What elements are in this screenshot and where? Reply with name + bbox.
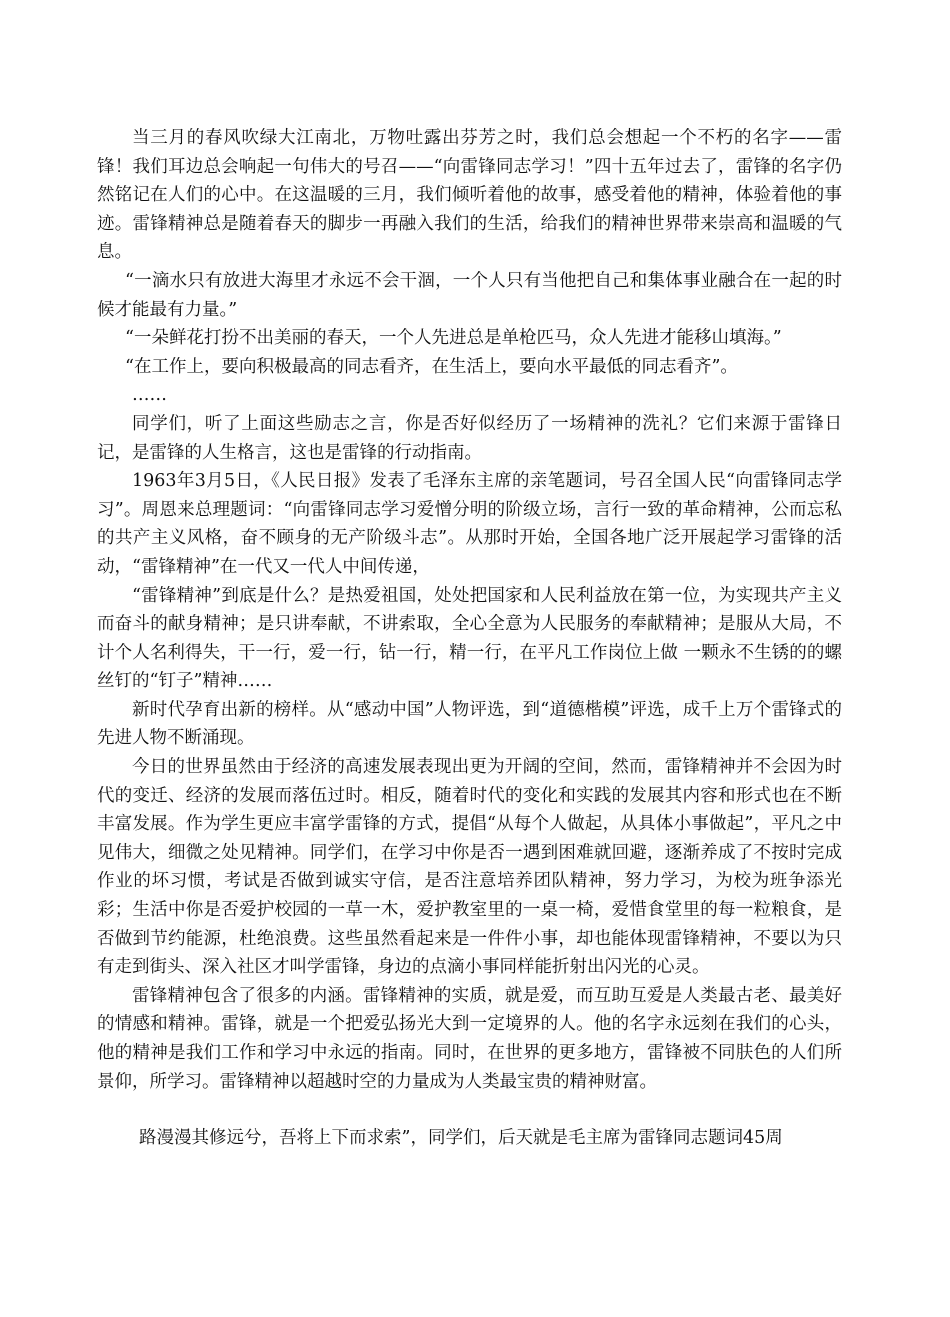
- paragraph-1963-inscription: 1963年3月5日，《人民日报》发表了毛泽东主席的亲笔题词，号召全国人民“向雷锋同志学习”。周恩来总理题词：“向雷锋同志学习爱憎分明的阶级立场，言行一致的革命精神，公而忘私的共产主义风格，奋不顾身的无产阶级斗志”。从那时开始，全国各地广泛开展起学习雷锋的活动，“雷锋精神”在一代又一代人中间传递，: [97, 471, 842, 577]
- paragraph-closing: 路漫漫其修远兮，吾将上下而求索”，同学们，后天就是毛主席为雷锋同志题词45周: [139, 1128, 783, 1149]
- paragraph-diary-source: 同学们，听了上面这些励志之言，你是否好似经历了一场精神的洗礼？它们来源于雷锋日记，是雷锋的人生格言，这也是雷锋的行动指南。: [97, 413, 842, 463]
- paragraph-todays-world: 今日的世界虽然由于经济的高速发展表现出更为开阔的空间，然而，雷锋精神并不会因为时代的变迁、经济的发展而落伍过时。相反，随着时代的变化和实践的发展其内容和形式也在不断丰富发展。作为学生更应丰富学雷锋的方式，提倡“从每个人做起，从具体小事做起”，平凡之中见伟大，细微之处见精神。同学们，在学习中你是否一遇到困难就回避，逐渐养成了不按时完成作业的坏习惯，考试是否做到诚实守信，是否注意培养团队精神，努力学习，为校为班争添光彩；生活中你是否爱护校园的一草一木，爱护教室里的一桌一椅，爱惜食堂里的每一粒粮食，是否做到节约能源，杜绝浪费。这些虽然看起来是一件件小事，却也能体现雷锋精神，不要以为只有走到街头、深入社区才叫学雷锋，身边的点滴小事同样能折射出闪光的心灵。: [97, 757, 842, 978]
- paragraph-quote-water-drop: “一滴水只有放进大海里才永远不会干涸，一个人只有当他把自己和集体事业融合在一起的时候才能最有力量。”: [97, 270, 842, 320]
- paragraph-intro: 当三月的春风吹绿大江南北，万物吐露出芬芳之时，我们总会想起一个不朽的名字——雷锋！我们耳边总会响起一句伟大的号召——“向雷锋同志学习！”四十五年过去了，雷锋的名字仍然铭记在人们的心中。在这温暖的三月，我们倾听着他的故事，感受着他的精神，体验着他的事迹。雷锋精神总是随着春天的脚步一再融入我们的生活，给我们的精神世界带来崇高和温暖的气息。: [97, 128, 842, 263]
- paragraph-quote-work-life: “在工作上，要向积极最高的同志看齐，在生活上，要向水平最低的同志看齐”。: [125, 356, 738, 377]
- paragraph-quote-flower: “一朵鲜花打扮不出美丽的春天，一个人先进总是单枪匹马，众人先进才能移山填海。”: [125, 328, 782, 349]
- paragraph-what-is-spirit: “雷锋精神”到底是什么？是热爱祖国，处处把国家和人民利益放在第一位，为实现共产主义而奋斗的献身精神；是只讲奉献，不讲索取，全心全意为人民服务的奉献精神；是服从大局，不计个人名利得失，干一行，爱一行，钻一行，精一行，在平凡工作岗位上做 一颗永不生锈的的螺丝钉的“钉子”精神……: [97, 585, 842, 692]
- paragraph-essence-of-spirit: 雷锋精神包含了很多的内涵。雷锋精神的实质，就是爱，而互助互爱是人类最古老、最美好的情感和精神。雷锋，就是一个把爱弘扬光大到一定境界的人。他的名字永远刻在我们的心头，他的精神是我们工作和学习中永远的指南。同时，在世界的更多地方，雷锋被不同肤色的人们所景仰，所学习。雷锋精神以超越时空的力量成为人类最宝贵的精神财富。: [97, 985, 842, 1092]
- paragraph-new-role-models: 新时代孕育出新的榜样。从“感动中国”人物评选，到“道德楷模”评选，成千上万个雷锋式的先进人物不断涌现。: [97, 699, 842, 749]
- paragraph-ellipsis: ……: [132, 385, 167, 406]
- document-body: [97, 124, 842, 1153]
